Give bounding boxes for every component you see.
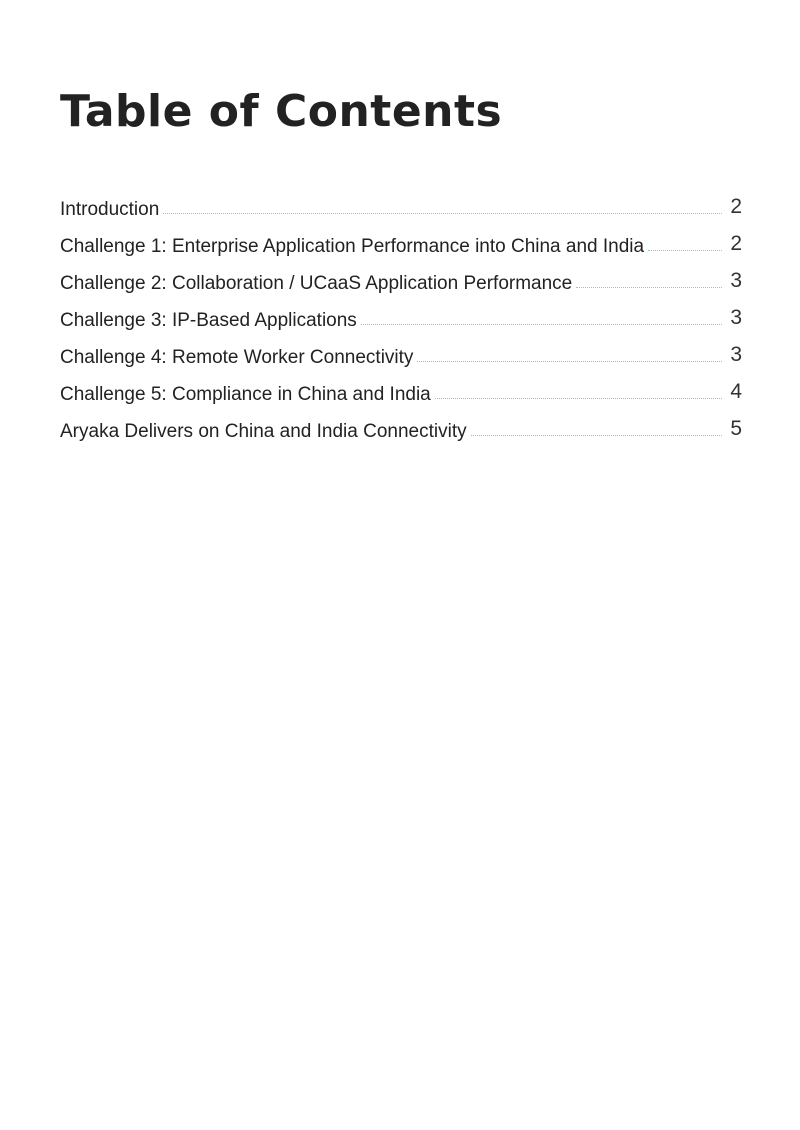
dotted-leader	[435, 398, 722, 399]
toc-entry-aryaka-delivers[interactable]	[60, 407, 742, 444]
toc-entry-label: Challenge 1: Enterprise Application Performance into China and India	[60, 236, 645, 257]
toc-page-number: 2	[730, 232, 742, 255]
toc-page-number: 4	[730, 380, 742, 403]
toc-page-number: 3	[730, 343, 742, 366]
toc-entry-label: Challenge 2: Collaboration / UCaaS Application Performance	[60, 273, 573, 294]
dotted-leader	[576, 287, 722, 288]
toc-entry-challenge-2[interactable]	[60, 259, 742, 296]
toc-page-number: 5	[730, 417, 742, 440]
toc-page-number: 3	[730, 269, 742, 292]
toc-entry-introduction[interactable]	[60, 185, 742, 222]
page-title: Table of Contents	[60, 86, 503, 137]
toc-entry-label: Aryaka Delivers on China and India Connectivity	[60, 421, 467, 442]
toc-entry-challenge-3[interactable]	[60, 296, 742, 333]
toc-page-number: 3	[730, 306, 742, 329]
toc-entry-label: Challenge 3: IP-Based Applications	[60, 310, 357, 331]
dotted-leader	[361, 324, 722, 325]
toc-entry-challenge-5[interactable]	[60, 370, 742, 407]
toc-entry-challenge-4[interactable]	[60, 333, 742, 370]
toc-entry-label: Challenge 5: Compliance in China and India	[60, 384, 431, 405]
table-of-contents	[60, 185, 742, 444]
toc-page-number: 2	[730, 195, 742, 218]
dotted-leader	[163, 213, 722, 214]
toc-entry-label: Challenge 4: Remote Worker Connectivity	[60, 347, 414, 368]
dotted-leader	[471, 435, 722, 436]
toc-entry-label: Introduction	[60, 199, 160, 220]
dotted-leader	[417, 361, 722, 362]
toc-entry-challenge-1[interactable]	[60, 222, 742, 259]
dotted-leader	[648, 250, 722, 251]
